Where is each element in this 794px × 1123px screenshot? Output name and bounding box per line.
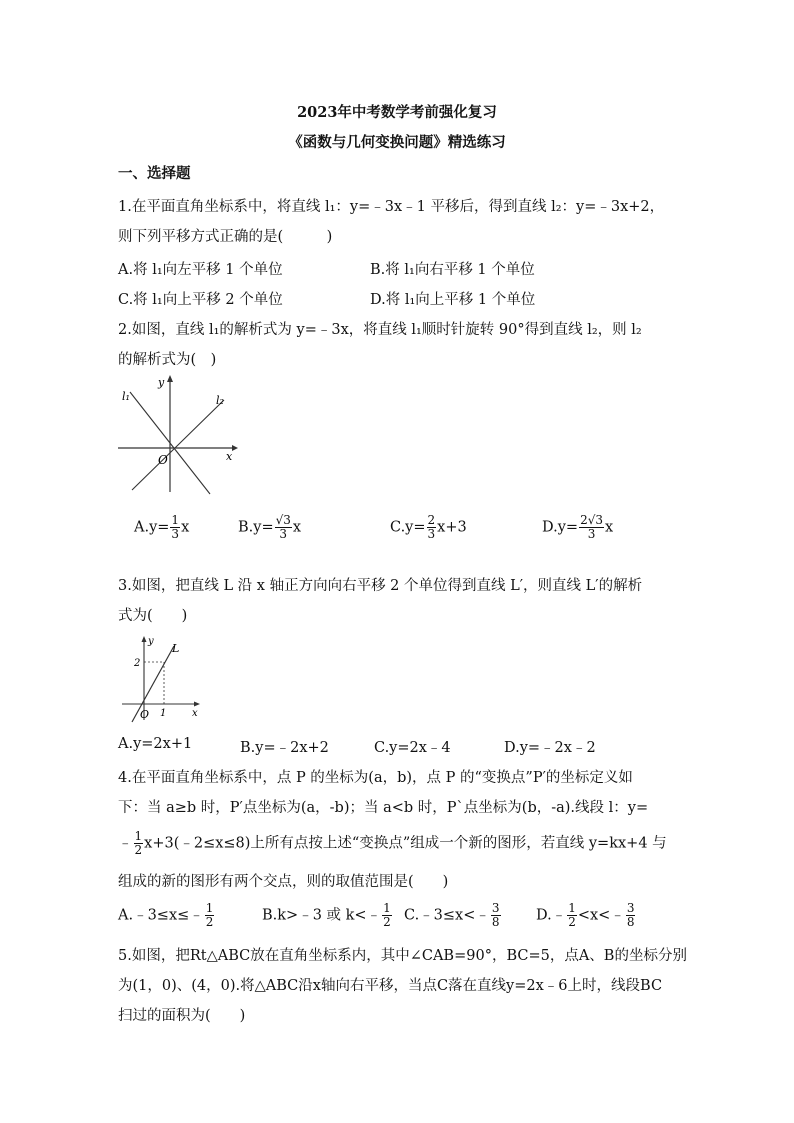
q1-option-c: C.将 l₁向上平移 2 个单位 <box>118 292 283 308</box>
q3-label-origin: O <box>140 708 150 721</box>
q4-stem-line2: 下：当 a≥b 时，P′点坐标为(a，-b)；当 a<b 时，P`点坐标为(b，-a).线段 l：y= <box>118 800 649 816</box>
q2-option-c-num: 2 <box>427 513 436 527</box>
q4-option-a-den: 2 <box>205 915 214 929</box>
q4-option-c-num: 3 <box>491 901 500 915</box>
q3-tick-x: 1 <box>160 708 167 719</box>
q2-label-x: x <box>226 450 233 463</box>
q4-option-d-pre: D.﹣ <box>536 907 567 924</box>
q3-option-d: D.y=﹣2x﹣2 <box>504 740 596 756</box>
section-heading: 一、选择题 <box>118 165 191 182</box>
q2-option-b-frac <box>275 514 292 541</box>
q2-option-c-den: 3 <box>427 527 436 541</box>
q3-figure <box>114 632 204 724</box>
q2-figure <box>112 372 242 500</box>
q2-option-b-suffix: x <box>292 519 302 536</box>
q2-line-l2 <box>132 400 224 490</box>
q3-stem-line2: 式为( ) <box>118 608 188 624</box>
q1-option-a: A.将 l₁向左平移 1 个单位 <box>118 262 283 278</box>
q4-option-c <box>404 902 502 929</box>
q4-option-d-num2: 3 <box>626 901 635 915</box>
q4-option-d-mid: <x<﹣ <box>577 907 625 924</box>
q5-stem-line1: 5.如图，把Rt△ABC放在直角坐标系内，其中∠CAB=90°，BC=5，点A、B的坐标分别 <box>118 948 687 964</box>
q4-line3-pre: ﹣ <box>118 835 133 852</box>
q2-option-a-prefix: A.y= <box>134 519 170 536</box>
q4-option-c-frac <box>491 902 501 929</box>
q4-line3-den: 2 <box>134 843 143 857</box>
q3-stem-line1: 3.如图，把直线 L 沿 x 轴正方向向右平移 2 个单位得到直线 L′，则直线 L′的解析 <box>118 578 643 594</box>
q1-option-d: D.将 l₁向上平移 1 个单位 <box>370 292 536 308</box>
paper-subtitle: 《函数与几何变换问题》精选练习 <box>288 134 506 151</box>
q2-option-d <box>542 514 613 541</box>
q2-label-origin: O <box>158 453 168 467</box>
q4-option-b-frac <box>382 902 392 929</box>
q4-option-c-den: 8 <box>491 915 500 929</box>
q4-line3-num: 1 <box>134 829 143 843</box>
q2-stem-line1: 2.如图，直线 l₁的解析式为 y=﹣3x，将直线 l₁顺时针旋转 90°得到直线 l₂，则 l₂ <box>118 322 642 338</box>
q2-option-a-suffix: x <box>181 519 190 536</box>
q4-stem-line1: 4.在平面直角坐标系中，点 P 的坐标为(a，b)，点 P 的“变换点”P′的坐标定义如 <box>118 770 633 786</box>
q2-option-d-prefix: D.y= <box>542 519 579 536</box>
q2-option-b <box>238 514 301 541</box>
q3-option-c: C.y=2x﹣4 <box>374 740 451 756</box>
q3-y-arrow <box>142 636 147 642</box>
q2-option-a-frac <box>170 514 180 541</box>
q4-option-b-pre: B.k>﹣3 或 k<﹣ <box>262 907 382 924</box>
q2-option-d-num: 2√3 <box>580 513 603 527</box>
q4-option-a <box>118 902 215 929</box>
q2-option-a <box>134 514 189 541</box>
q4-option-d-frac2 <box>626 902 636 929</box>
q2-option-d-suffix: x <box>604 519 614 536</box>
q2-label-l2: l₂ <box>216 394 224 407</box>
q2-y-arrow <box>167 375 173 382</box>
q5-stem-line2: 为(1，0)、(4，0).将△ABC沿x轴向右平移，当点C落在直线y=2x﹣6上时，线段BC <box>118 978 663 994</box>
q2-label-y: y <box>158 376 165 389</box>
q2-stem-line2: 的解析式为( ) <box>118 352 217 368</box>
q3-option-a: A.y=2x+1 <box>118 736 193 752</box>
q4-stem-line4: 组成的新的图形有两个交点，则的取值范围是( ) <box>118 874 449 890</box>
q2-option-c-suffix: x+3 <box>437 519 467 536</box>
q3-x-arrow <box>194 702 200 707</box>
q4-option-d <box>536 902 636 929</box>
q4-stem-line3 <box>118 830 667 857</box>
q4-option-a-num: 1 <box>205 901 214 915</box>
q4-line3-post: x+3(﹣2≤x≤8)上所有点按上述“变换点”组成一个新的图形，若直线 y=kx+4 与 <box>144 835 667 852</box>
q4-option-c-pre: C.﹣3≤x<﹣ <box>404 907 490 924</box>
q4-option-d-num1: 1 <box>568 901 576 915</box>
q2-option-b-num: √3 <box>275 513 291 527</box>
q2-option-c <box>390 514 467 541</box>
q2-option-a-den: 3 <box>171 527 180 541</box>
q4-option-a-pre: A.﹣3≤x≤﹣ <box>118 907 204 924</box>
q3-label-x: x <box>192 708 198 719</box>
q4-option-d-den2: 8 <box>626 915 635 929</box>
q3-tick-y: 2 <box>134 658 141 669</box>
q4-option-b-num: 1 <box>383 901 391 915</box>
q2-option-b-den: 3 <box>279 527 288 541</box>
q4-line3-frac <box>134 830 144 857</box>
q5-stem-line3: 扫过的面积为( ) <box>118 1008 246 1024</box>
q2-option-d-den: 3 <box>587 527 596 541</box>
q4-option-b-den: 2 <box>383 915 391 929</box>
q2-label-l1: l₁ <box>122 390 130 403</box>
q1-stem-line2: 则下列平移方式正确的是( ) <box>118 229 333 245</box>
paper-title: 2023年中考数学考前强化复习 <box>297 104 497 121</box>
q4-option-b <box>262 902 393 929</box>
q4-option-a-frac <box>205 902 215 929</box>
q4-option-d-frac1 <box>567 902 577 929</box>
q4-option-d-den1: 2 <box>568 915 576 929</box>
q2-option-c-frac <box>427 514 437 541</box>
q3-label-l: L <box>172 642 180 655</box>
q1-option-b: B.将 l₁向右平移 1 个单位 <box>370 262 535 278</box>
q2-option-d-frac <box>579 514 604 541</box>
q2-option-c-prefix: C.y= <box>390 519 426 536</box>
q2-option-a-num: 1 <box>171 513 180 527</box>
q3-option-b: B.y=﹣2x+2 <box>240 740 329 756</box>
q1-stem-line1: 1.在平面直角坐标系中，将直线 l₁：y=﹣3x﹣1 平移后，得到直线 l₂：y=﹣3x+2， <box>118 199 665 215</box>
q2-option-b-prefix: B.y= <box>238 519 274 536</box>
q2-x-arrow <box>232 445 238 451</box>
q3-label-y: y <box>148 636 154 647</box>
